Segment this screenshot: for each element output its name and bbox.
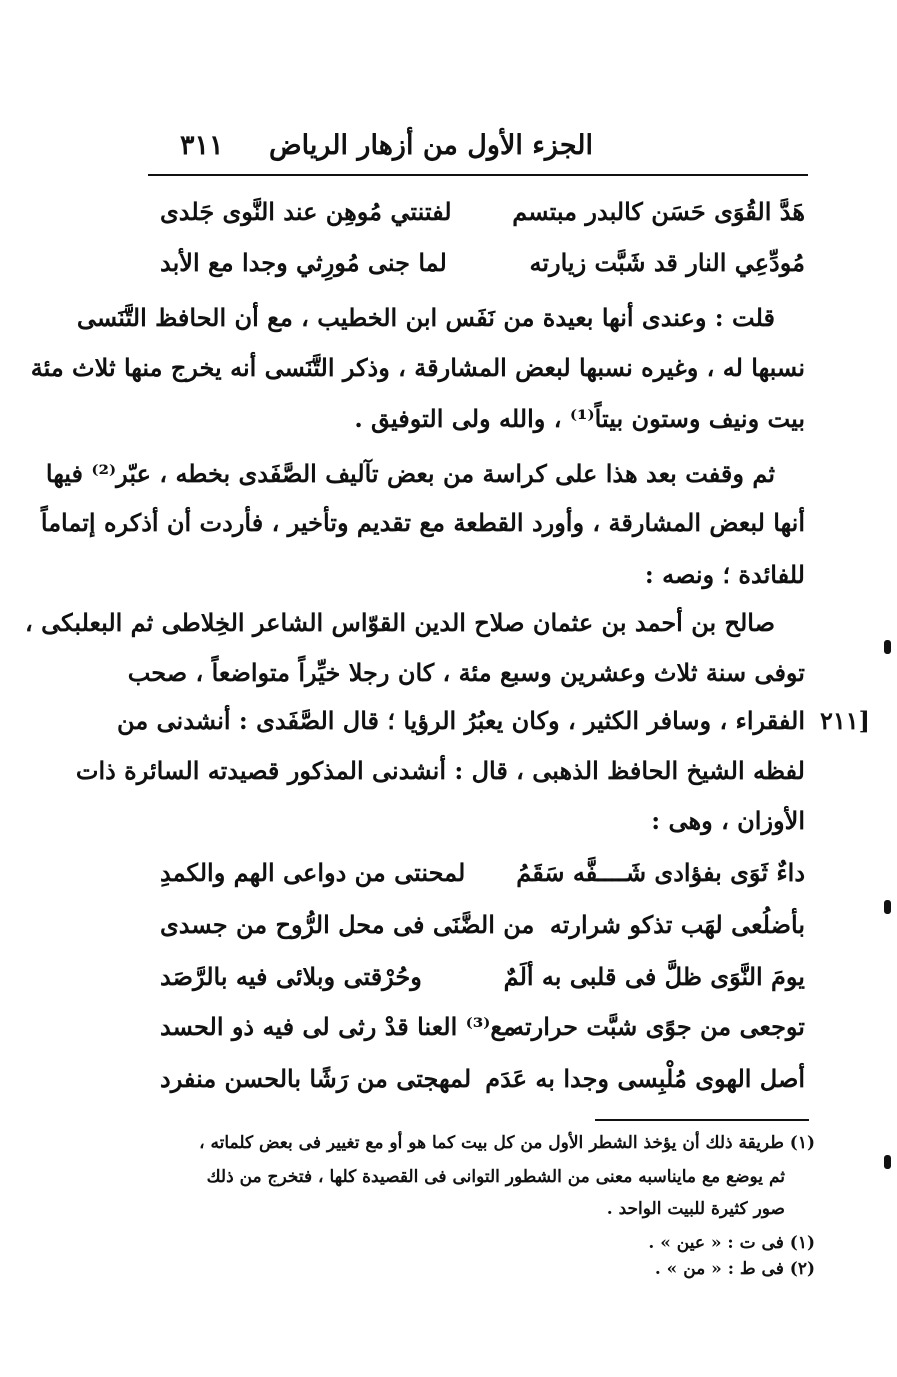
margin-mark (884, 1155, 891, 1169)
verse-second-hemistich: من الضَّنَى فى محل الرُّوح من جسدى (160, 910, 535, 939)
paragraph-line: ثم وقفت بعد هذا على كراسة من بعض تآليف الصَّفَدى بخطه ، عبّر⁽²⁾ فيها (45, 459, 775, 488)
verse-line (160, 197, 805, 245)
footnote-line: (١) طريقة ذلك أن يؤخذ الشطر الأول من كل بيت كما هو أو مع تغيير فى بعض كلماته ، (199, 1133, 815, 1153)
verse-second-hemistich: مع⁽³⁾ العنا قدْ رثى لى فيه ذو الحسد (160, 1012, 517, 1041)
margin-page-reference: [٢١١ (820, 706, 871, 735)
paragraph-line: بيت ونيف وستون بيتاً⁽¹⁾ ، والله ولى التوفيق . (354, 404, 805, 433)
verse-line (160, 910, 805, 958)
margin-mark (884, 640, 891, 654)
header-title: الجزء الأول من أزهار الرياض (269, 130, 593, 161)
footnote-line: ثم يوضع مع مايناسبه معنى من الشطور التوانى فى القصيدة كلها ، فتخرج من ذلك (206, 1167, 785, 1187)
verse-line (160, 962, 805, 1010)
verse-second-hemistich: وحُرْقتى وبلائى فيه بالرَّصَد (160, 962, 422, 991)
verse-second-hemistich: لما جنى مُورِثي وجدا مع الأبد (160, 248, 447, 277)
verse-first-hemistich: توجعى من جوًى شبَّت حرارته (512, 1012, 805, 1041)
paragraph-line: توفى سنة ثلاث وعشرين وسبع مئة ، كان رجلا خيِّراً متواضعاً ، صحب (127, 658, 805, 687)
verse-second-hemistich: لفتنتي مُوهِن عند النَّوى جَلدى (160, 197, 452, 226)
footnote-line: صور كثيرة للبيت الواحد . (606, 1199, 785, 1219)
paragraph-line: لفظه الشيخ الحافظ الذهبى ، قال : أنشدنى المذكور قصيدته السائرة ذات (75, 756, 805, 785)
paragraph-line: قلت : وعندى أنها بعيدة من نَفَس ابن الخطيب ، مع أن الحافظ التَّنَسى (76, 303, 775, 332)
verse-line (160, 1064, 805, 1112)
paragraph-line: للفائدة ؛ ونصه : (644, 560, 805, 589)
paragraph-line: أنها لبعض المشارقة ، وأورد القطعة مع تقديم وتأخير ، فأردت أن أذكره إتماماً (40, 508, 805, 537)
paragraph-line: صالح بن أحمد بن عثمان صلاح الدين القوّاس الشاعر الخِلاطى ثم البعلبكى ، (24, 608, 775, 637)
verse-line (160, 1012, 805, 1060)
verse-first-hemistich: يومَ النَّوَى ظلَّ فى قلبى به ألَمٌ (503, 962, 805, 991)
running-header (148, 128, 808, 176)
footnote-line: (١) فى ت : « عين » . (648, 1233, 815, 1253)
verse-first-hemistich: داءٌ ثَوَى بفؤادى شَــــفَّه سَقَمُ (516, 858, 805, 887)
margin-mark (884, 900, 891, 914)
verse-second-hemistich: لمحنتى من دواعى الهم والكمدِ (160, 858, 466, 887)
verse-first-hemistich: بأضلُعى لهَب تذكو شرارته (549, 910, 805, 939)
footnote-line: (٢) فى ط : « من » . (654, 1259, 815, 1279)
verse-first-hemistich: أصل الهوى مُلْبِسى وجدا به عَدَم (485, 1064, 805, 1093)
verse-line (160, 858, 805, 906)
page-number: ٣١١ (180, 130, 224, 161)
header-divider (148, 174, 808, 176)
paragraph-line: الفقراء ، وسافر الكثير ، وكان يعبُرُ الرؤيا ؛ قال الصَّفَدى : أنشدنى من (117, 706, 805, 735)
verse-line (160, 248, 805, 296)
verse-first-hemistich: هَدَّ القُوَى حَسَن كالبدر مبتسم (512, 197, 805, 226)
footnote-divider (595, 1119, 809, 1121)
verse-second-hemistich: لمهجتى من رَشًا بالحسن منفرد (160, 1064, 472, 1093)
paragraph-line: نسبها له ، وغيره نسبها لبعض المشارقة ، وذكر التَّنَسى أنه يخرج منها ثلاث مئة (30, 353, 805, 382)
verse-first-hemistich: مُودِّعِي النار قد شَبَّت زيارته (529, 248, 805, 277)
paragraph-line: الأوزان ، وهى : (651, 806, 805, 835)
